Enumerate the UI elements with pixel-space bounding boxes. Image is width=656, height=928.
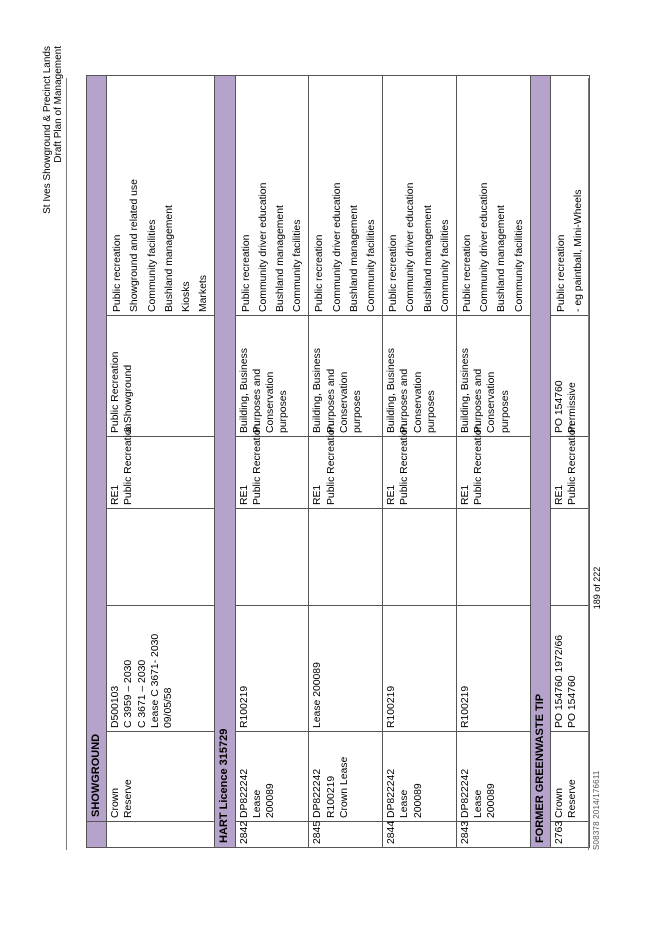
cell-line: DP822242	[312, 768, 324, 818]
table-row	[551, 75, 590, 847]
zoning-cell	[107, 423, 215, 509]
title-cell	[383, 606, 457, 732]
cell-line: Community driver education	[479, 182, 491, 312]
title-cell	[107, 606, 215, 732]
cell-line: Community driver education	[405, 182, 417, 312]
cell-line: Conservation	[338, 371, 350, 433]
id-cell: 2845	[309, 822, 383, 848]
section-header-row	[215, 75, 235, 847]
cell-line: D500103	[110, 685, 122, 728]
table-row	[383, 75, 457, 847]
land-cell	[551, 732, 590, 822]
cell-line: R100219	[460, 685, 472, 728]
header-title-line1: St Ives Showground & Precinct Lands	[42, 46, 53, 214]
category-cell	[383, 316, 457, 437]
cell-line: Building, Business	[386, 348, 398, 433]
cell-line: DP822242	[386, 768, 398, 818]
cell-line: Community facilities	[366, 219, 378, 312]
land-use-table-body	[87, 75, 590, 847]
zoning-cell	[551, 423, 590, 509]
cell-line: Public recreation	[112, 234, 124, 312]
cell-line: C 3959 – 2030	[123, 659, 135, 728]
cell-line: Community driver education	[257, 182, 269, 312]
cell-line: 200089	[486, 783, 498, 818]
cell-line: - eg paintball, Mini-Wheels	[573, 189, 585, 312]
id-cell: 2844	[383, 822, 457, 848]
cell-line: Community facilities	[146, 219, 158, 312]
land-cell	[383, 732, 457, 822]
page-header	[42, 46, 64, 214]
document-reference: S08378 2014/176611	[592, 770, 601, 850]
cell-line: 200089	[412, 783, 424, 818]
zoning-cell	[235, 423, 309, 509]
cell-line: PO 154760 1972/66	[554, 634, 566, 728]
cell-line: Markets	[198, 275, 210, 312]
cell-line: RE1	[554, 484, 566, 505]
cell-line: Reserve	[123, 779, 135, 818]
cell-line: Bushland management	[496, 205, 508, 312]
uses-cell	[383, 75, 457, 315]
section-header-row	[530, 75, 550, 847]
cell-line: Purposes and	[325, 368, 337, 433]
cell-line: Lease 200089	[312, 662, 324, 728]
id-cell: 2763	[551, 822, 590, 848]
uses-cell	[107, 75, 215, 315]
spacer-cell	[383, 509, 457, 606]
cell-line: Lease	[399, 789, 411, 818]
table-row	[457, 75, 531, 847]
cell-line: Showground and related use	[129, 179, 141, 312]
cell-line: Community driver education	[331, 182, 343, 312]
uses-cell	[235, 75, 309, 315]
cell-line: 09/05/58	[163, 687, 175, 728]
table-row	[107, 75, 215, 847]
page-number: 189 of 222	[592, 566, 602, 610]
cell-line: Bushland management	[163, 205, 175, 312]
table-row	[235, 75, 309, 847]
cell-line: PO 154760	[567, 675, 579, 728]
land-cell	[457, 732, 531, 822]
cell-line: purposes	[352, 390, 364, 433]
spacer-cell	[551, 509, 590, 606]
cell-line: DP822242	[460, 768, 472, 818]
cell-line: Bushland management	[422, 205, 434, 312]
section-heading: HART Licence 315729	[215, 75, 235, 847]
cell-line: Conservation	[486, 371, 498, 433]
cell-line: Public recreation	[240, 234, 252, 312]
cell-line: Public recreation	[314, 234, 326, 312]
cell-line: Crown	[554, 787, 566, 818]
cell-line: Community facilities	[513, 219, 525, 312]
uses-cell	[309, 75, 383, 315]
cell-line: Building, Business	[238, 348, 250, 433]
cell-line: Public Recreation	[251, 423, 263, 505]
cell-line: Bushland management	[348, 205, 360, 312]
category-cell	[457, 316, 531, 437]
category-cell	[309, 316, 383, 437]
category-cell	[551, 316, 590, 437]
section-heading: SHOWGROUND	[87, 75, 107, 821]
zoning-cell	[457, 423, 531, 509]
cell-line: RE1	[312, 484, 324, 505]
spacer-cell	[457, 509, 531, 606]
section-heading: FORMER GREENWASTE TIP	[530, 75, 550, 847]
cell-line: Purposes and	[251, 368, 263, 433]
header-title-line2: Draft Plan of Management	[53, 46, 64, 163]
zoning-cell	[309, 423, 383, 509]
cell-line: purposes	[499, 390, 511, 433]
id-cell	[107, 822, 215, 848]
id-cell: 2843	[457, 822, 531, 848]
title-cell	[457, 606, 531, 732]
cell-line: RE1	[238, 484, 250, 505]
cell-line: RE1	[386, 484, 398, 505]
title-cell	[309, 606, 383, 732]
cell-line: Building, Business	[312, 348, 324, 433]
cell-line: Public recreation	[388, 234, 400, 312]
uses-cell	[457, 75, 531, 315]
spacer-cell	[235, 509, 309, 606]
cell-line: R100219	[386, 685, 398, 728]
cell-line: Public recreation	[462, 234, 474, 312]
cell-line: Crown	[110, 787, 122, 818]
cell-line: Kiosks	[181, 281, 193, 312]
cell-line: Public Recreation	[123, 423, 135, 505]
cell-line: Lease C 3671- 2030	[149, 633, 161, 728]
cell-line: RE1	[460, 484, 472, 505]
section-header-row	[87, 75, 107, 847]
cell-line: R100219	[238, 685, 250, 728]
category-cell	[107, 316, 215, 437]
spacer-cell	[309, 509, 383, 606]
land-cell	[309, 732, 383, 822]
cell-line: Conservation	[265, 371, 277, 433]
cell-line: C 3671 – 2030	[136, 659, 148, 728]
uses-cell	[551, 75, 590, 315]
cell-line: Public Recreation	[325, 423, 337, 505]
cell-line: Crown Lease	[338, 756, 350, 818]
land-cell	[235, 732, 309, 822]
cell-line: Purposes and	[399, 368, 411, 433]
cell-line: Public Recreation	[473, 423, 485, 505]
cell-line: Lease	[473, 789, 485, 818]
category-cell	[235, 316, 309, 437]
cell-line: DP822242	[238, 768, 250, 818]
cell-line: Public Recreation	[399, 423, 411, 505]
cell-line: 200089	[265, 783, 277, 818]
cell-line: Building, Business	[460, 348, 472, 433]
cell-line: Reserve	[567, 779, 579, 818]
cell-line: Purposes and	[473, 368, 485, 433]
section-header-spacer	[87, 822, 107, 848]
land-cell	[107, 732, 215, 822]
cell-line: PO 154760	[554, 380, 566, 433]
header-divider	[66, 78, 67, 850]
zoning-cell	[383, 423, 457, 509]
cell-line: Conservation	[412, 371, 424, 433]
footer-divider	[588, 78, 589, 850]
land-use-table	[86, 75, 590, 848]
cell-line: Permissive	[567, 382, 579, 433]
cell-line: RE1	[110, 484, 122, 505]
cell-line: R100219	[325, 775, 337, 818]
cell-line: Public Recreation	[567, 423, 579, 505]
title-cell	[551, 606, 590, 732]
cell-line: Community facilities	[292, 219, 304, 312]
cell-line: Lease	[251, 789, 263, 818]
id-cell: 2842	[235, 822, 309, 848]
cell-line: Bushland management	[275, 205, 287, 312]
title-cell	[235, 606, 309, 732]
spacer-cell	[107, 509, 215, 606]
table-row	[309, 75, 383, 847]
cell-line: & Showground	[123, 364, 135, 433]
cell-line: purposes	[425, 390, 437, 433]
cell-line: Public Recreation	[110, 351, 122, 433]
cell-line: Community facilities	[439, 219, 451, 312]
cell-line: Public recreation	[556, 234, 568, 312]
cell-line: purposes	[278, 390, 290, 433]
